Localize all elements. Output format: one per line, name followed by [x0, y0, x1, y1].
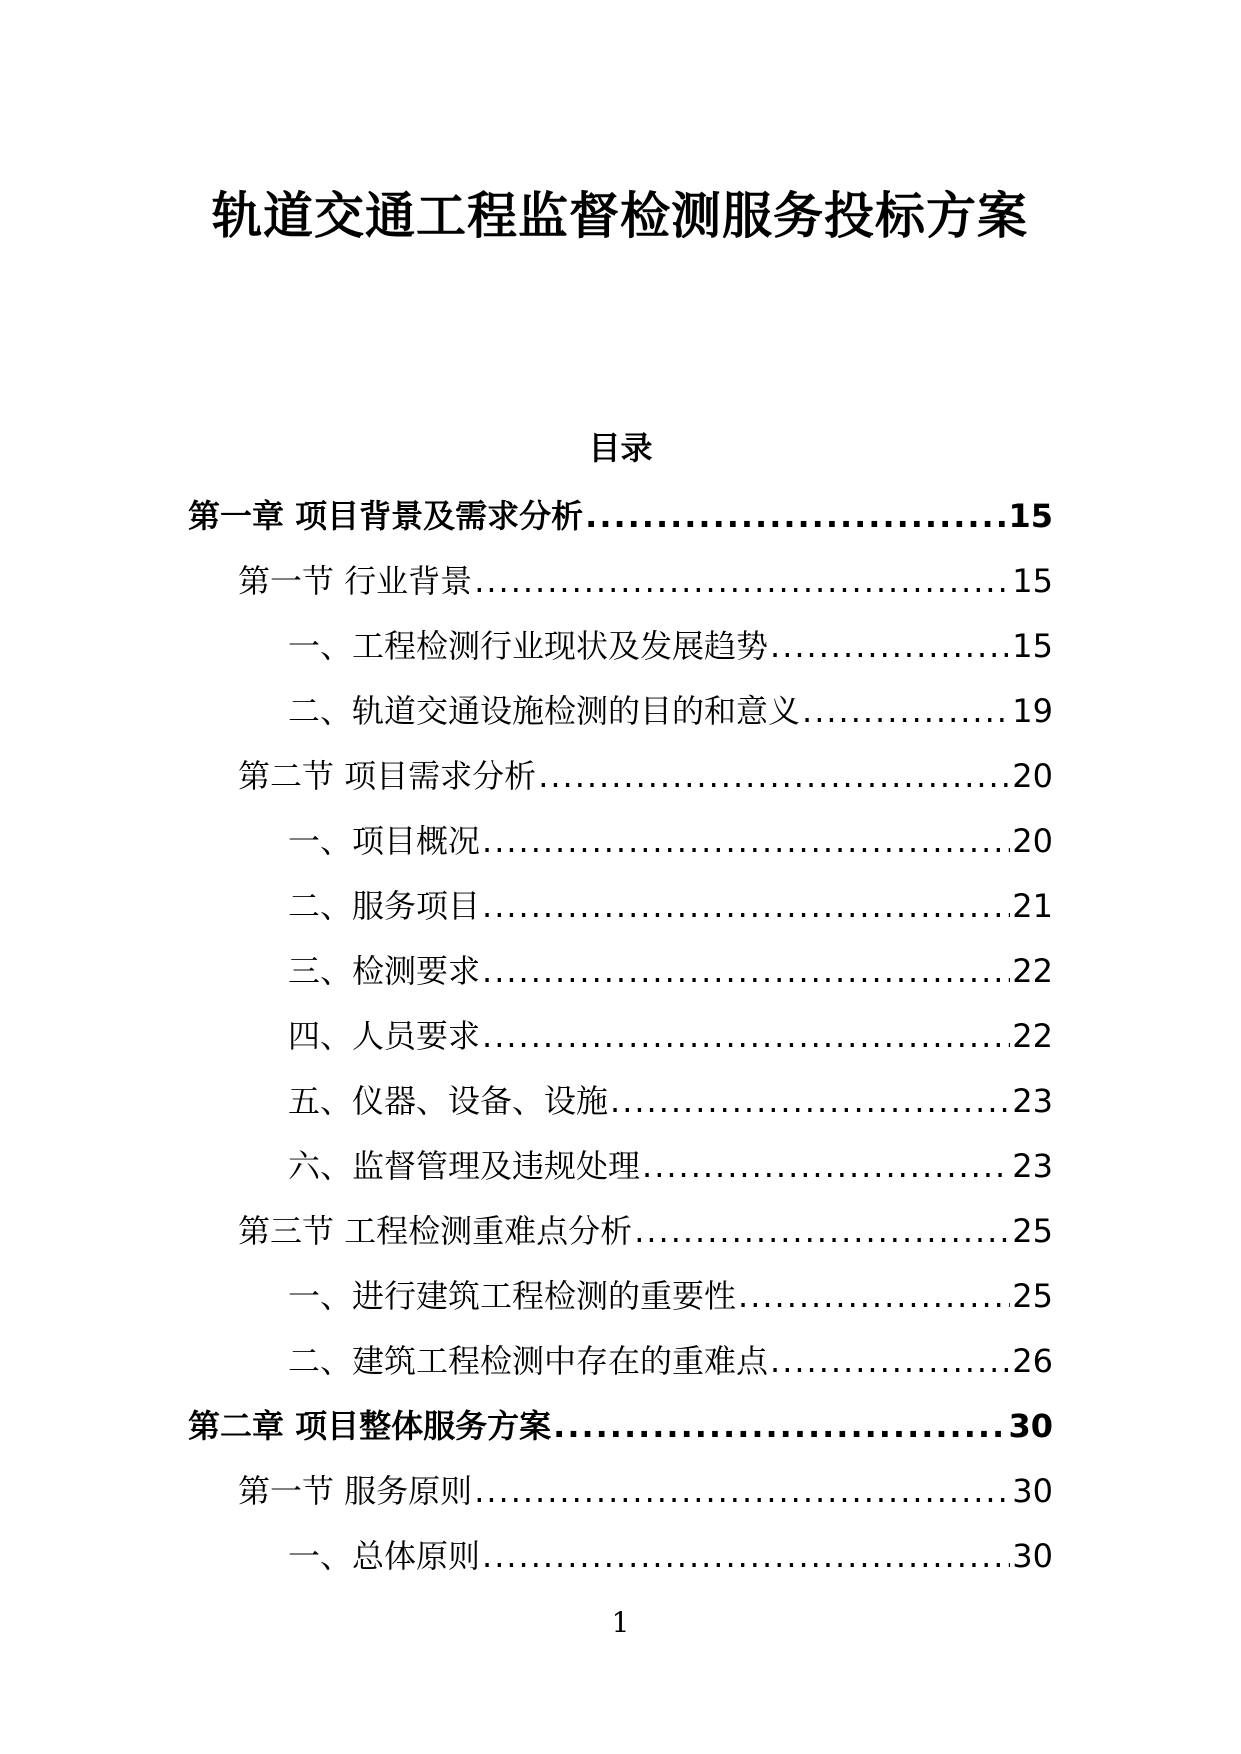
toc-entry-page-number: 21 — [1012, 887, 1053, 925]
table-of-contents — [0, 492, 1241, 1597]
toc-dot-leader — [482, 882, 1010, 930]
toc-entry[interactable] — [0, 1467, 1053, 1532]
toc-entry[interactable] — [0, 492, 1053, 557]
toc-entry-label: 第一节 行业背景 — [238, 562, 473, 600]
toc-entry[interactable] — [0, 1337, 1053, 1402]
toc-entry[interactable] — [0, 1077, 1053, 1142]
toc-entry-page-number: 15 — [1012, 562, 1053, 600]
toc-entry-page-number: 30 — [1012, 1472, 1053, 1510]
toc-entry-label: 一、总体原则 — [288, 1537, 481, 1575]
toc-entry-page-number: 20 — [1012, 757, 1053, 795]
toc-entry-page-number: 19 — [1012, 692, 1053, 730]
toc-entry-label: 五、仪器、设备、设施 — [288, 1082, 609, 1120]
toc-entry-label: 二、轨道交通设施检测的目的和意义 — [288, 692, 801, 730]
toc-entry-label: 第二章 项目整体服务方案 — [188, 1407, 552, 1445]
toc-dot-leader — [482, 947, 1010, 995]
toc-entry[interactable] — [0, 752, 1053, 817]
toc-dot-leader — [482, 1532, 1010, 1580]
toc-entry[interactable] — [0, 1012, 1053, 1077]
toc-entry-page-number: 26 — [1012, 1342, 1053, 1380]
toc-dot-leader — [770, 1337, 1010, 1385]
toc-entry-page-number: 23 — [1012, 1147, 1053, 1185]
toc-dot-leader — [482, 1012, 1010, 1060]
toc-entry-page-number: 22 — [1012, 952, 1053, 990]
toc-entry-page-number: 15 — [1008, 497, 1053, 535]
toc-dot-leader — [738, 1272, 1010, 1320]
toc-dot-leader — [585, 492, 1006, 540]
toc-dot-leader — [770, 622, 1010, 670]
toc-heading: 目录 — [588, 429, 653, 467]
toc-dot-leader — [474, 1467, 1010, 1515]
toc-entry[interactable] — [0, 1402, 1053, 1467]
toc-entry-label: 二、建筑工程检测中存在的重难点 — [288, 1342, 769, 1380]
toc-entry[interactable] — [0, 1532, 1053, 1597]
toc-entry-page-number: 30 — [1012, 1537, 1053, 1575]
toc-dot-leader — [538, 752, 1010, 800]
toc-entry-label: 四、人员要求 — [288, 1017, 481, 1055]
toc-entry-page-number: 25 — [1012, 1212, 1053, 1250]
toc-entry-label: 第一章 项目背景及需求分析 — [188, 497, 584, 535]
toc-entry[interactable] — [0, 882, 1053, 947]
toc-entry[interactable] — [0, 557, 1053, 622]
toc-entry-label: 三、检测要求 — [288, 952, 481, 990]
toc-entry[interactable] — [0, 947, 1053, 1012]
toc-entry-label: 一、项目概况 — [288, 822, 481, 860]
toc-entry-label: 一、进行建筑工程检测的重要性 — [288, 1277, 737, 1315]
toc-dot-leader — [610, 1077, 1010, 1125]
toc-dot-leader — [642, 1142, 1010, 1190]
toc-dot-leader — [802, 687, 1010, 735]
toc-entry-label: 一、工程检测行业现状及发展趋势 — [288, 627, 769, 665]
toc-entry-page-number: 30 — [1008, 1407, 1053, 1445]
toc-entry-page-number: 15 — [1012, 627, 1053, 665]
toc-entry-label: 二、服务项目 — [288, 887, 481, 925]
toc-entry-page-number: 20 — [1012, 822, 1053, 860]
toc-dot-leader — [634, 1207, 1010, 1255]
toc-entry[interactable] — [0, 817, 1053, 882]
toc-entry-label: 六、监督管理及违规处理 — [288, 1147, 641, 1185]
toc-entry-label: 第二节 项目需求分析 — [238, 757, 537, 795]
toc-entry-label: 第一节 服务原则 — [238, 1472, 473, 1510]
toc-dot-leader — [474, 557, 1010, 605]
toc-entry[interactable] — [0, 1272, 1053, 1337]
toc-entry-page-number: 23 — [1012, 1082, 1053, 1120]
page-number: 1 — [611, 1606, 630, 1639]
toc-entry[interactable] — [0, 687, 1053, 752]
toc-entry-page-number: 22 — [1012, 1017, 1053, 1055]
toc-dot-leader — [553, 1402, 1006, 1450]
toc-entry[interactable] — [0, 622, 1053, 687]
toc-entry-page-number: 25 — [1012, 1277, 1053, 1315]
toc-entry[interactable] — [0, 1207, 1053, 1272]
toc-entry-label: 第三节 工程检测重难点分析 — [238, 1212, 633, 1250]
toc-entry[interactable] — [0, 1142, 1053, 1207]
document-title: 轨道交通工程监督检测服务投标方案 — [212, 187, 1028, 245]
toc-dot-leader — [482, 817, 1010, 865]
